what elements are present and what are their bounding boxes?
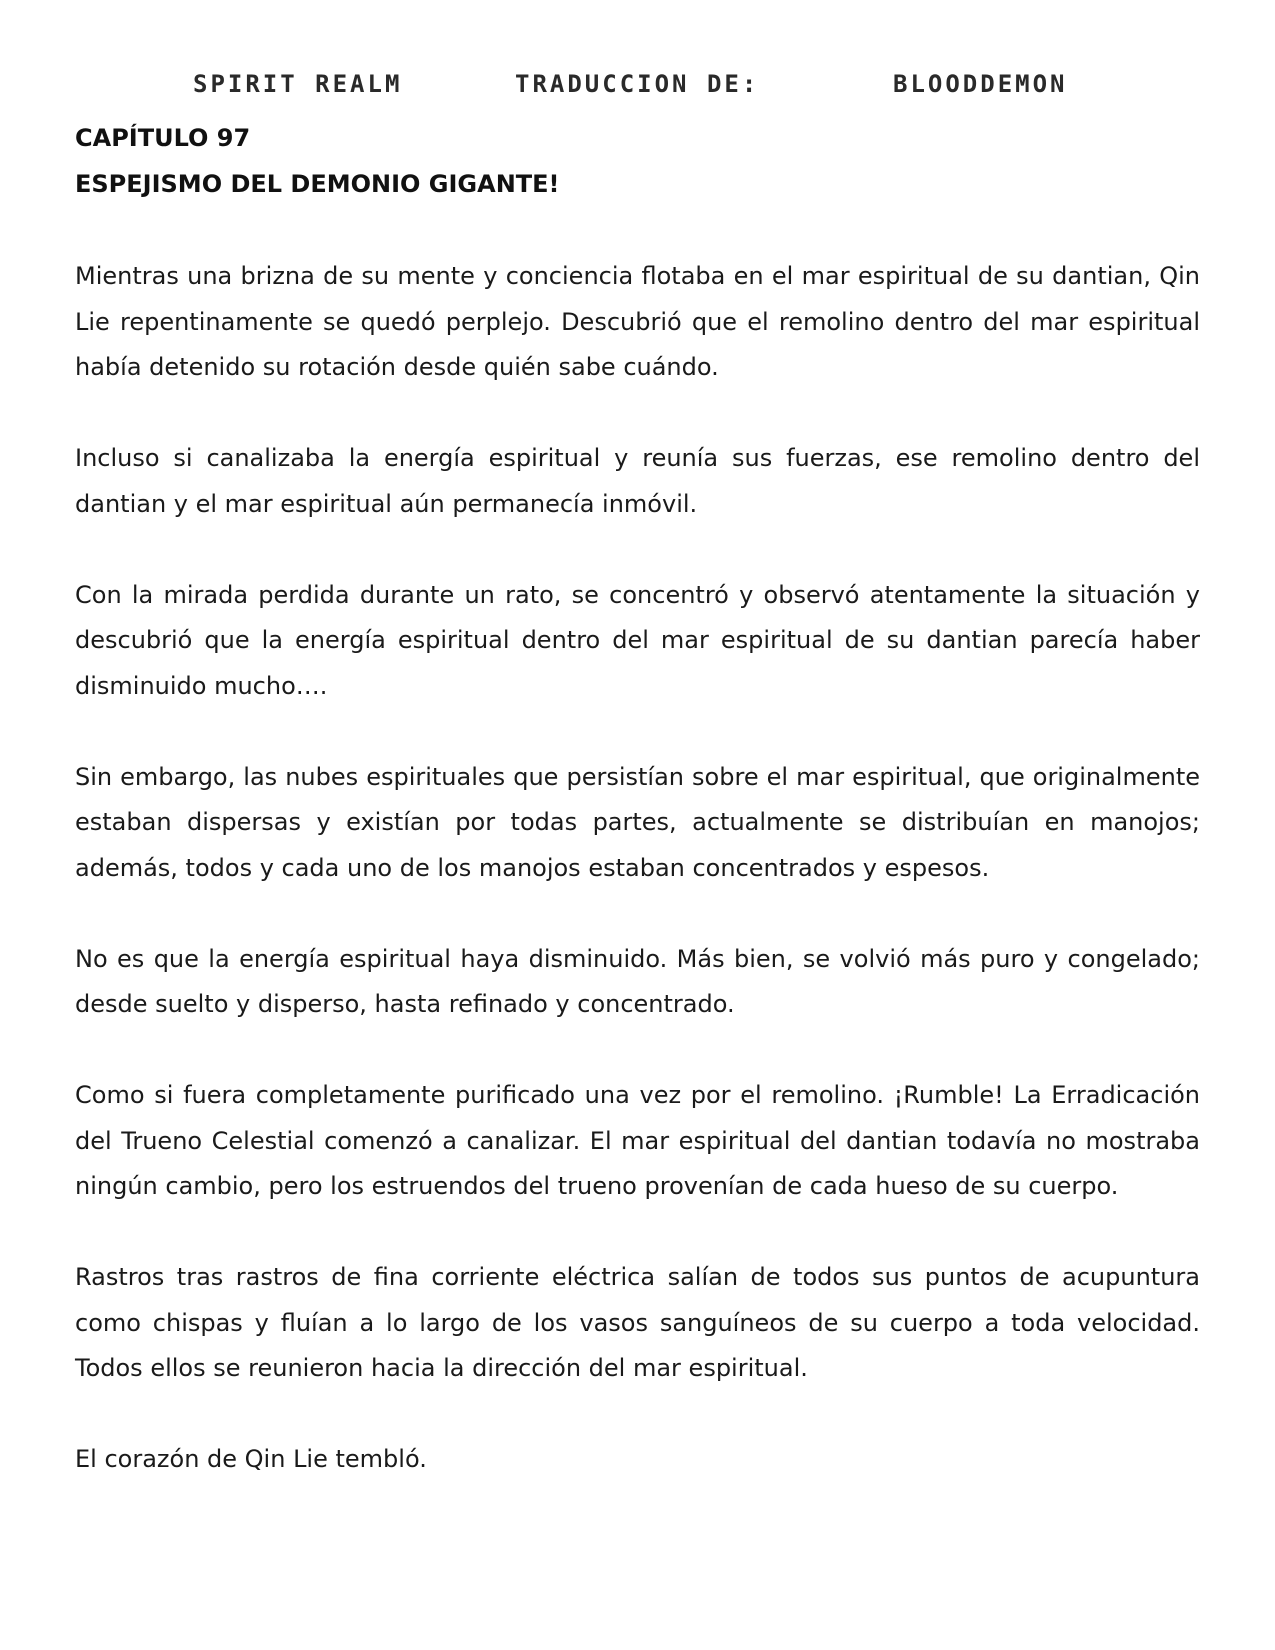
header-translator-name: BLOODDEMON — [893, 70, 1068, 98]
chapter-title: ESPEJISMO DEL DEMONIO GIGANTE! — [75, 170, 560, 198]
page-header — [0, 70, 1275, 106]
paragraph: Sin embargo, las nubes espirituales que persistían sobre el mar espiritual, que originalmente estaban dispersas y existían por todas partes, actualmente se distribuían en manojos; además, todos y cada uno de los manojos estaban concentrados y espesos. — [75, 762, 1200, 882]
chapter-body — [75, 254, 1200, 1528]
paragraph: Rastros tras rastros de fina corriente eléctrica salían de todos sus puntos de acupuntura como chispas y fluían a lo largo de los vasos sanguíneos de su cuerpo a toda velocidad. Todos ellos se reunieron hacia la dirección del mar espiritual. — [75, 1263, 1200, 1382]
header-translation-label: TRADUCCION DE: — [515, 70, 760, 98]
header-novel-title: SPIRIT REALM — [193, 70, 403, 98]
paragraph: Como si fuera completamente purificado una vez por el remolino. ¡Rumble! La Erradicación del Trueno Celestial comenzó a canalizar. El mar espiritual del dantian todavía no mostraba ningún cambio, pero los estruendos del trueno provenían de cada hueso de su cuerpo. — [75, 1081, 1200, 1200]
paragraph: Con la mirada perdida durante un rato, se concentró y observó atentamente la situación y descubrió que la energía espiritual dentro del mar espiritual de su dantian parecía haber disminuido mucho…. — [75, 580, 1200, 700]
paragraph: Incluso si canalizaba la energía espiritual y reunía sus fuerzas, ese remolino dentro del dantian y el mar espiritual aún permanecía inmóvil. — [75, 444, 1200, 518]
paragraph: No es que la energía espiritual haya disminuido. Más bien, se volvió más puro y congelado; desde suelto y disperso, hasta refinado y concentrado. — [75, 944, 1200, 1018]
paragraph: El corazón de Qin Lie tembló. — [75, 1445, 427, 1473]
chapter-number: CAPÍTULO 97 — [75, 124, 251, 152]
paragraph: Mientras una brizna de su mente y conciencia flotaba en el mar espiritual de su dantian, Qin Lie repentinamente se quedó perplejo. Descubrió que el remolino dentro del mar espiritual había detenido su rotación desde quién sabe cuándo. — [75, 262, 1200, 381]
